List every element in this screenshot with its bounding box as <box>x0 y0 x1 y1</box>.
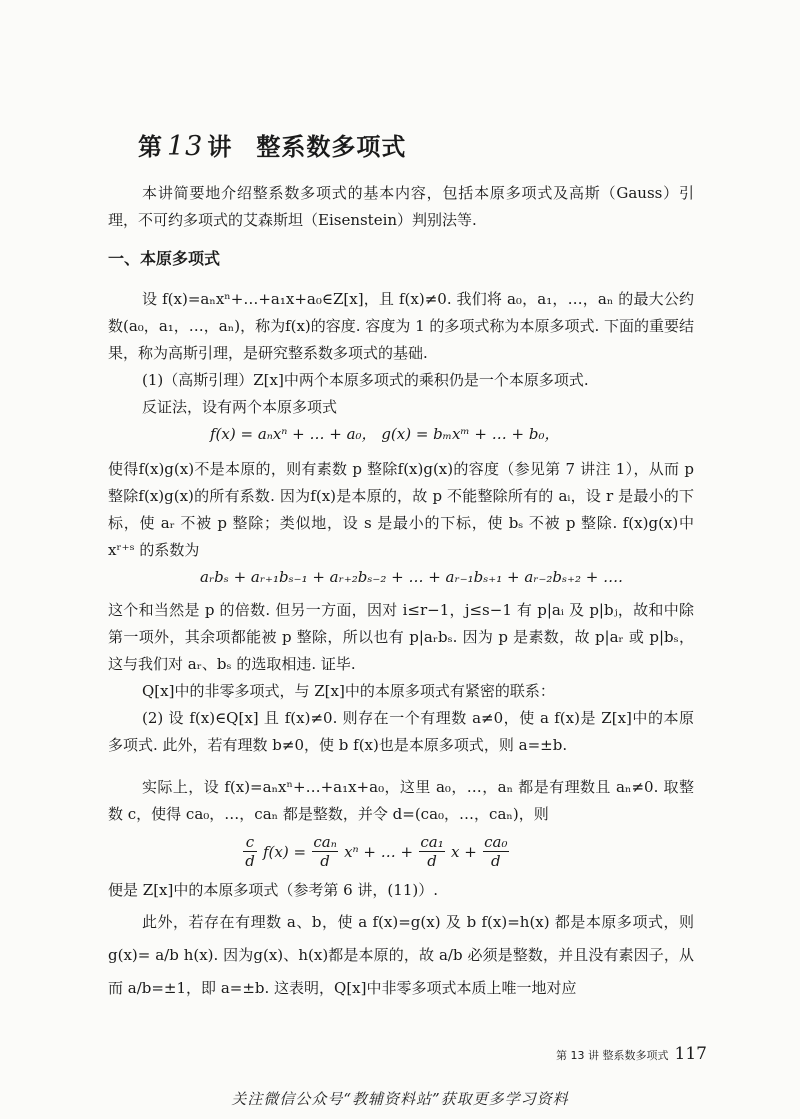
paragraph-primitive-result: 便是 Z[x]中的本原多项式（参考第 6 讲，(11)）. <box>108 881 438 899</box>
formula-normalized <box>243 833 509 870</box>
formula-coefficient-sum: aᵣbₛ + aᵣ₊₁bₛ₋₁ + aᵣ₊₂bₛ₋₂ + … + aᵣ₋₁bₛ₊₁ + aᵣ₋₂bₛ₊₂ + …. <box>200 568 623 586</box>
denominator: d <box>245 852 255 870</box>
xn-term: xⁿ + … + <box>344 842 414 861</box>
numerator: c <box>245 833 255 851</box>
fraction-c-over-d <box>243 833 257 870</box>
paragraph-1: 设 f(x)=aₙxⁿ+…+a₁x+a₀∈Z[x]，且 f(x)≠0. 我们将 a₀，a₁，…，aₙ 的最大公约数(a₀，a₁，…，aₙ)，称为f(x)的容度. 容度为 1 的多项式称为本原多项式. 下面的重要结果，称为高斯引理，是研究整系数多项式的基础. <box>108 290 694 362</box>
chapter-title <box>138 127 406 162</box>
section-heading: 一、本原多项式 <box>108 249 221 268</box>
paragraph-gauss-lemma: (1)（高斯引理）Z[x]中两个本原多项式的乘积仍是一个本原多项式. <box>142 371 589 389</box>
numerator: ca₁ <box>420 833 444 851</box>
fraction-ca0-over-d <box>483 833 509 870</box>
chapter-number: 13 <box>167 131 204 162</box>
title-name: 整系数多项式 <box>256 132 407 161</box>
fraction-can-over-d <box>312 833 338 870</box>
fraction-ca1-over-d <box>419 833 445 870</box>
denominator: d <box>427 852 437 870</box>
paragraph-uniqueness: 此外，若存在有理数 a、b，使 a f(x)=g(x) 及 b f(x)=h(x) 都是本原多项式，则 g(x)= a/b h(x). 因为g(x)、h(x)都是本原的，故 a/b 必须是整数，并且没有素因子，从而 a/b=±1，即 a=±b. 这表明，Q[x]中非零多项式本质上唯一地对应 <box>108 913 694 997</box>
numerator: ca₀ <box>484 833 508 851</box>
numerator: caₙ <box>313 833 337 851</box>
page-number: 117 <box>674 1044 707 1064</box>
fx-equals: f(x) = <box>263 842 307 861</box>
paragraph-q-relation: Q[x]中的非零多项式，与 Z[x]中的本原多项式有紧密的联系： <box>142 682 555 700</box>
paragraph-proposition-2: (2) 设 f(x)∈Q[x] 且 f(x)≠0. 则存在一个有理数 a≠0，使 a f(x)是 Z[x]中的本原多项式. 此外，若有理数 b≠0，使 b f(x)也是本原多项式，则 a=±b. <box>108 709 694 754</box>
footer-chapter: 第 13 讲 整系数多项式 <box>556 1049 669 1062</box>
denominator: d <box>491 852 501 870</box>
title-prefix: 第 <box>138 132 163 161</box>
x-term: x + <box>451 842 477 861</box>
watermark-note: 关注微信公众号“教辅资料站”获取更多学习资料 <box>231 1090 569 1108</box>
formula-fg: f(x) = aₙxⁿ + … + a₀， g(x) = bₘxᵐ + … + b₀， <box>210 425 560 443</box>
title-suffix: 讲 <box>207 132 233 161</box>
paragraph-explanation: 实际上，设 f(x)=aₙxⁿ+…+a₁x+a₀，这里 a₀，…，aₙ 都是有理数且 aₙ≠0. 取整数 c，使得 ca₀，…，caₙ 都是整数，并令 d=(ca₀，…，caₙ)，则 <box>108 778 694 823</box>
intro-paragraph: 本讲简要地介绍整系数多项式的基本内容，包括本原多项式及高斯（Gauss）引理，不可约多项式的艾森斯坦（Eisenstein）判别法等. <box>108 184 694 229</box>
paragraph-proof-start: 反证法，设有两个本原多项式 <box>142 398 338 416</box>
paragraph-proof-end: 这个和当然是 p 的倍数. 但另一方面，因对 i≤r−1，j≤s−1 有 p|aᵢ 及 p|bⱼ，故和中除第一项外，其余项都能被 p 整除，所以也有 p|aᵣbₛ. 因为 p 是素数，故 p|aᵣ 或 p|bₛ，这与我们对 aᵣ、bₛ 的选取相违. 证毕. <box>108 601 694 673</box>
page-footer <box>556 1044 707 1064</box>
paragraph-proof: 使得f(x)g(x)不是本原的，则有素数 p 整除f(x)g(x)的容度（参见第 7 讲注 1），从而 p 整除f(x)g(x)的所有系数. 因为f(x)是本原的，故 p 不能整除所有的 aᵢ，设 r 是最小的下标，使 aᵣ 不被 p 整除；类似地，设 s 是最小的下标，使 bₛ 不被 p 整除. f(x)g(x)中 xʳ⁺ˢ 的系数为 <box>108 460 694 559</box>
denominator: d <box>320 852 330 870</box>
